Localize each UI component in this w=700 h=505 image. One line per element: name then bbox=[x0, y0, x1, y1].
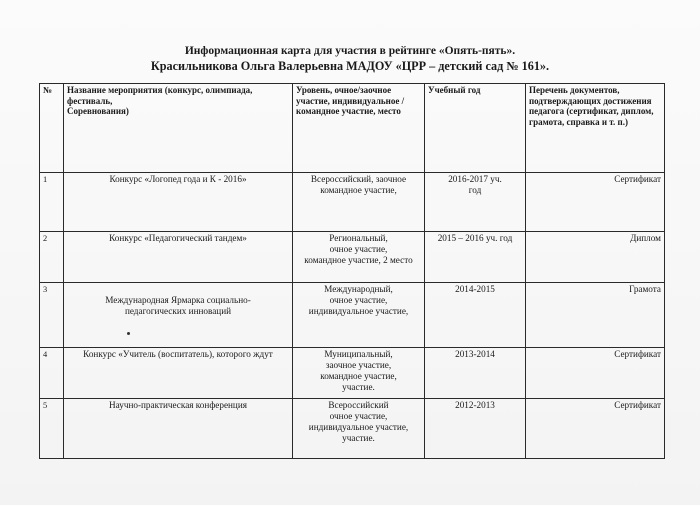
title-line-1: Информационная карта для участия в рейтинге «Опять-пять». bbox=[184, 45, 516, 57]
document-title bbox=[0, 44, 700, 74]
ink-dot-mark bbox=[127, 332, 130, 335]
row-level: Всероссийский, заочное командное участие, bbox=[293, 173, 425, 232]
row-level: Всероссийский очное участие, индивидуальное участие, участие. bbox=[293, 399, 425, 459]
row-year: 2012-2013 bbox=[425, 399, 526, 459]
row-event-name: Конкурс «Учитель (воспитатель), которого ждут bbox=[64, 348, 293, 399]
row-level: Муниципальный, заочное участие, командное участие, участие. bbox=[293, 348, 425, 399]
row-event-cell bbox=[64, 283, 293, 348]
row-level: Международный, очное участие, индивидуальное участие, bbox=[293, 283, 425, 348]
row-event-name: Научно-практическая конференция bbox=[64, 399, 293, 459]
row-year: 2015 – 2016 уч. год bbox=[425, 232, 526, 283]
row-year: 2016-2017 уч. год bbox=[425, 173, 526, 232]
table-row bbox=[40, 173, 665, 232]
row-number: 5 bbox=[40, 399, 64, 459]
row-documents: Грамота bbox=[526, 283, 665, 348]
information-table bbox=[39, 83, 665, 459]
row-year: 2013-2014 bbox=[425, 348, 526, 399]
header-documents: Перечень документов, подтверждающих достижения педагога (сертификат, диплом, грамота, справка и т. п.) bbox=[526, 84, 665, 173]
header-event-name: Название мероприятия (конкурс, олимпиада, фестиваль, Соревнования) bbox=[64, 84, 293, 173]
row-level: Региональный, очное участие, командное участие, 2 место bbox=[293, 232, 425, 283]
row-number: 4 bbox=[40, 348, 64, 399]
row-documents: Сертификат bbox=[526, 348, 665, 399]
table-row bbox=[40, 399, 665, 459]
row-event-name: Конкурс «Педагогический тандем» bbox=[64, 232, 293, 283]
row-documents: Сертификат bbox=[526, 399, 665, 459]
table-row bbox=[40, 232, 665, 283]
row-number: 3 bbox=[40, 283, 64, 348]
header-level: Уровень, очное/заочное участие, индивидуальное /командное участие, место bbox=[293, 84, 425, 173]
row-event-name: Международная Ярмарка социально- педагогических инноваций bbox=[105, 295, 251, 316]
table-row bbox=[40, 283, 665, 348]
table-header-row bbox=[40, 84, 665, 173]
row-number: 2 bbox=[40, 232, 64, 283]
row-year: 2014-2015 bbox=[425, 283, 526, 348]
row-documents: Диплом bbox=[526, 232, 665, 283]
header-number: № bbox=[40, 84, 64, 173]
table-row bbox=[40, 348, 665, 399]
header-year: Учебный год bbox=[425, 84, 526, 173]
row-event-name: Конкурс «Логопед года и К - 2016» bbox=[64, 173, 293, 232]
title-line-2: Красильникова Ольга Валерьевна МАДОУ «ЦРР – детский сад № 161». bbox=[150, 59, 550, 73]
row-documents: Сертификат bbox=[526, 173, 665, 232]
row-number: 1 bbox=[40, 173, 64, 232]
